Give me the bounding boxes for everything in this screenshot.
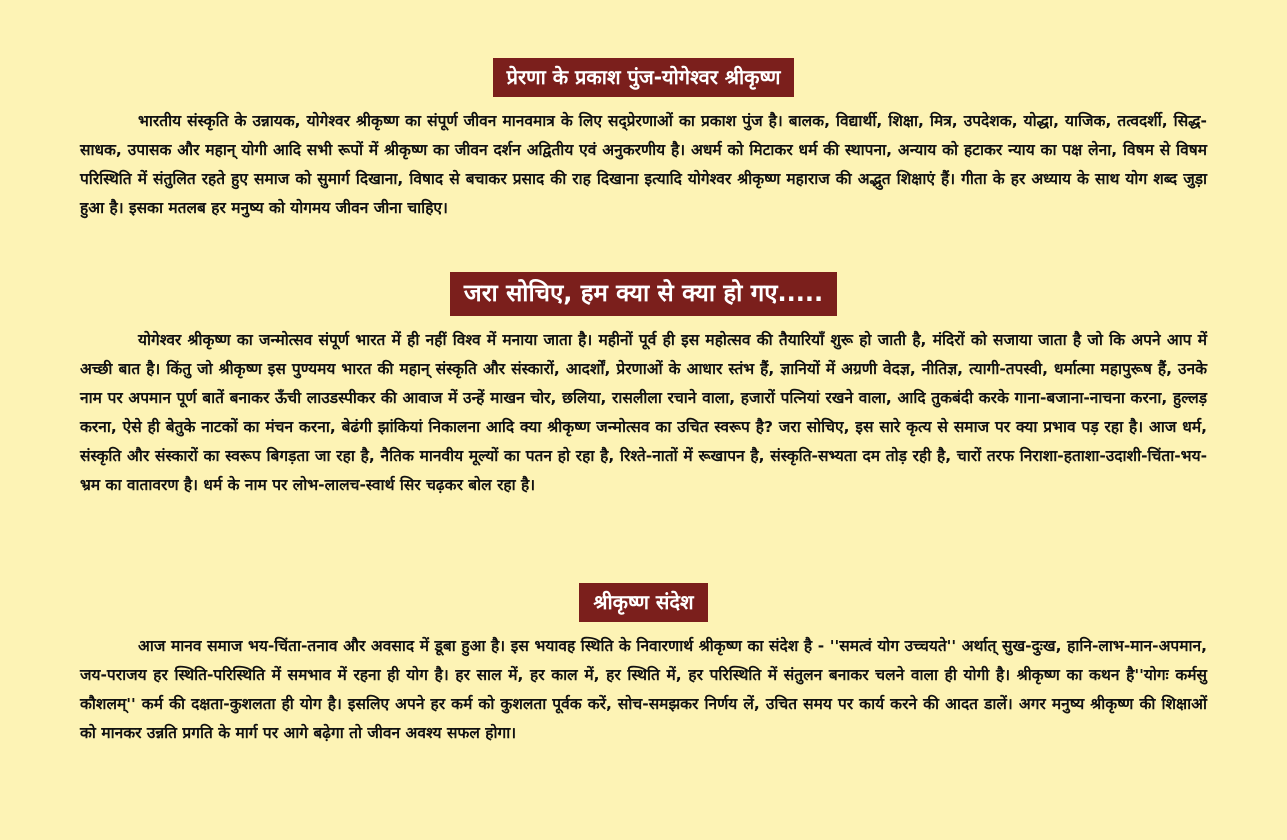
section-heading-think: जरा सोचिए, हम क्या से क्या हो गए..... [450, 272, 837, 316]
heading-wrap [80, 58, 1207, 97]
section-inspiration [80, 58, 1207, 223]
section-heading-message: श्रीकृष्ण संदेश [579, 583, 707, 622]
section-body-think: योगेश्वर श्रीकृष्ण का जन्मोत्सव संपूर्ण भारत में ही नहीं विश्व में मनाया जाता है। महीनों पूर्व ही इस महोत्सव की तैयारियाँ शुरू हो जाती है, मंदिरों को सजाया जाता है जो कि अपने आप में अच्छी बात है। किंतु जो श्रीकृष्ण इस पुण्यमय भारत की महान् संस्कृति और संस्कारों, आदर्शों, प्रेरणाओं के आधार स्तंभ हैं, ज्ञानियों में अग्रणी वेदज्ञ, नीतिज्ञ, त्यागी-तपस्वी, धर्मात्मा महापुरूष हैं, उनके नाम पर अपमान पूर्ण बातें बनाकर ऊँची लाउडस्पीकर की आवाज में उन्हें माखन चोर, छलिया, रासलीला रचाने वाला, हजारों पत्नियां रखने वाला, आदि तुकबंदी करके गाना-बजाना-नाचना करना, हुल्लड़ करना, ऐसे ही बेतुके नाटकों का मंचन करना, बेढंगी झांकियां निकालना आदि क्या श्रीकृष्ण जन्मोत्सव का उचित स्वरूप है? जरा सोचिए, इस सारे कृत्य से समाज पर क्या प्रभाव पड़ रहा है। आज धर्म, संस्कृति और संस्कारों का स्वरूप बिगड़ता जा रहा है, नैतिक मानवीय मूल्यों का पतन हो रहा है, रिश्ते-नातों में रूखापन है, संस्कृति-सभ्यता दम तोड़ रही है, चारों तरफ निराशा-हताशा-उदाशी-चिंता-भय-भ्रम का वातावरण है। धर्म के नाम पर लोभ-लालच-स्वार्थ सिर चढ़कर बोल रहा है। [80, 330, 1207, 494]
section-message [80, 583, 1207, 748]
section-think [80, 272, 1207, 500]
section-body-inspiration: भारतीय संस्कृति के उन्नायक, योगेश्वर श्रीकृष्ण का संपूर्ण जीवन मानवमात्र के लिए सद्प्रेरणाओं का प्रकाश पुंज है। बालक, विद्यार्थी, शिक्षा, मित्र, उपदेशक, योद्धा, याजिक, तत्वदर्शी, सिद्ध-साधक, उपासक और महान् योगी आदि सभी रूपों में श्रीकृष्ण का जीवन दर्शन अद्वितीय एवं अनुकरणीय है। अधर्म को मिटाकर धर्म की स्थापना, अन्याय को हटाकर न्याय का पक्ष लेना, विषम से विषम परिस्थिति में संतुलित रहते हुए समाज को सुमार्ग दिखाना, विषाद से बचाकर प्रसाद की राह दिखाना इत्यादि योगेश्वर श्रीकृष्ण महाराज की अद्भुत शिक्षाएं हैं। गीता के हर अध्याय के साथ योग शब्द जुड़ा हुआ है। इसका मतलब हर मनुष्य को योगमय जीवन जीना चाहिए। [80, 112, 1207, 217]
section-body-message: आज मानव समाज भय-चिंता-तनाव और अवसाद में डूबा हुआ है। इस भयावह स्थिति के निवारणार्थ श्रीकृष्ण का संदेश है - ''समत्वं योग उच्चयते'' अर्थात् सुख-दुःख, हानि-लाभ-मान-अपमान, जय-पराजय हर स्थिति-परिस्थिति में समभाव में रहना ही योग है। हर साल में, हर काल में, हर स्थिति में, हर परिस्थिति में संतुलन बनाकर चलने वाला ही योगी है। श्रीकृष्ण का कथन है''योगः कर्मसु कौशलम्'' कर्म की दक्षता-कुशलता ही योग है। इसलिए अपने हर कर्म को कुशलता पूर्वक करें, सोच-समझकर निर्णय लें, उचित समय पर कार्य करने की आदत डालें। अगर मनुष्य श्रीकृष्ण की शिक्षाओं को मानकर उन्नति प्रगति के मार्ग पर आगे बढ़ेगा तो जीवन अवश्य सफल होगा। [80, 637, 1207, 742]
section-heading-inspiration: प्रेरणा के प्रकाश पुंज-योगेश्वर श्रीकृष्ण [493, 58, 795, 97]
heading-wrap [80, 272, 1207, 316]
heading-wrap [80, 583, 1207, 622]
